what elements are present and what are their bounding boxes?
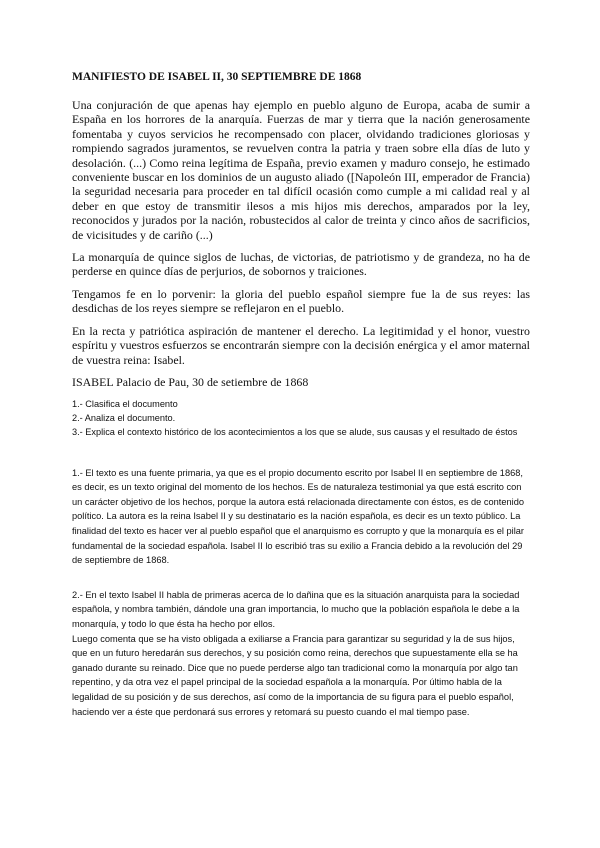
manifesto-paragraph-4: En la recta y patriótica aspiración de mantener el derecho. La legitimidad y el honor, vuestro espíritu y vuestros esfuerzos se encontrarán siempre con la decisión enérgica y el amor maternal de vuestra reina: Isabel.: [72, 323, 530, 367]
document-title: MANIFIESTO DE ISABEL II, 30 SEPTIEMBRE DE 1868: [72, 71, 362, 83]
question-item: 2.- Analiza el documento.: [72, 413, 176, 424]
answer-2-intro: 2.- En el texto Isabel II habla de primeras acerca de lo dañina que es la situación anarquista para la sociedad española, y nombra también, dándole una gran importancia, lo mucho que la población española le debe a la monarquía, y todo lo que ésta ha hecho por ellos.: [72, 589, 520, 630]
manifesto-paragraph-2: La monarquía de quince siglos de luchas, de victorias, de patriotismo y de grandeza, no ha de perderse en quince días de perjurios, de sobornos y traiciones.: [72, 250, 530, 279]
question-item: 1.- Clasifica el documento: [72, 399, 178, 410]
question-list: [72, 398, 530, 439]
question-item: 3.- Explica el contexto histórico de los acontecimientos a los que se alude, sus causas y el resultado de éstos: [72, 426, 518, 437]
document-page: [72, 70, 530, 719]
answer-1: 1.- El texto es una fuente primaria, ya que es el propio documento escrito por Isabel II en septiembre de 1868, es decir, es un texto original del momento de los hechos. Es de naturaleza testimonial ya que está escrito con un carácter objetivo de los hechos, porque la autora está relacionada directamente con éstos, es de contenido político. La autora es la reina Isabel II y su destinatario es la nación española, es decir es un texto público. La finalidad del texto es hacer ver al pueblo español que el anarquismo es corrupto y que la monarquía es el pilar fundamental de la sociedad española. Isabel II lo escribió tras su exilio a Francia debido a la revolución del 29 de septiembre de 1868.: [72, 467, 524, 566]
manifesto-paragraph-1: Una conjuración de que apenas hay ejemplo en pueblo alguno de Europa, acaba de sumir a España en los horrores de la anarquía. Fuerzas de mar y tierra que la nación generosamente fomentaba y cuyos servicios he recompensado con placer, olvidando tradiciones gloriosas y rompiendo sagrados juramentos, se revuelven contra la patria y traen sobre ella días de luto y desolación. (...) Como reina legítima de España, previo examen y maduro consejo, he estimado conveniente buscar en los dominios de un augusto aliado ([Napoleón III, emperador de Francia) la seguridad necesaria para proceder en tal difícil ocasión como cumple a mi calidad real y al deber en que estoy de transmitir ilesos a mis hijos mis derechos, amparados por la ley, reconocidos y jurados por la nación, robustecidos al calor de treinta y cinco años de sacrificios, de vicisitudes y de cariño (...): [72, 98, 530, 242]
manifesto-paragraph-3: Tengamos fe en lo porvenir: la gloria del pueblo español siempre fue la de sus reyes: las desdichas de los reyes siempre se reflejaron en el pueblo.: [72, 286, 530, 316]
answer-2-continuation: Luego comenta que se ha visto obligada a exiliarse a Francia para garantizar su seguridad y la de sus hijos, que en un futuro heredarán sus derechos, y su posición como reina, derechos que supuestamente ella se ha ganado durante su reinado. Dice que no puede perderse algo tan tradicional como la monarquía por algo tan repentino, y da otra vez el papel principal de la sociedad española a la monarquía. Por último habla de la legalidad de su posición y de sus derechos, así como de la importancia de su figura para el pueblo español, haciendo ver a éste que perdonará sus errores y retomará su puesto cuando el mal tiempo pase.: [72, 633, 518, 717]
answer-spacer: [72, 568, 530, 588]
manifesto-signature: ISABEL Palacio de Pau, 30 de setiembre de 1868: [72, 374, 309, 389]
